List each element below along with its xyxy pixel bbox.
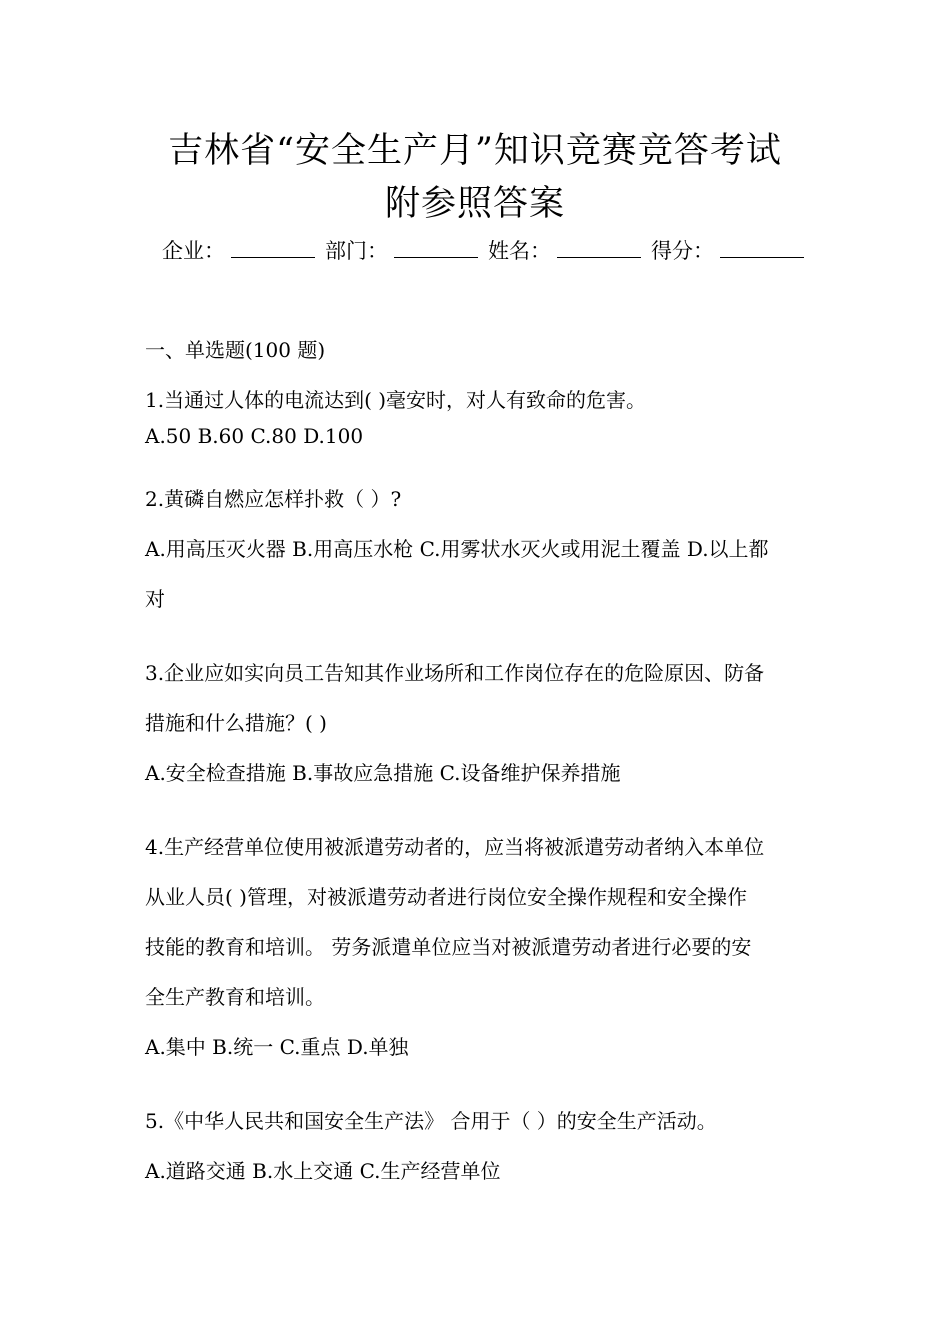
document-title-line-2: 附参照答案	[384, 184, 565, 224]
info-fields	[162, 236, 802, 266]
company-label: 企业：	[162, 239, 225, 263]
question-4-line-4: 全生产教育和培训。	[145, 985, 325, 1009]
question-3-line-2: 措施和什么措施？( )	[145, 711, 327, 735]
score-label: 得分：	[651, 239, 714, 263]
company-field	[162, 236, 315, 266]
name-label: 姓名：	[488, 239, 551, 263]
question-4-options-line-1: A.集中 B.统一 C.重点 D.单独	[145, 1035, 409, 1059]
question-2-options-line-2: 对	[145, 587, 165, 611]
section-heading: 一、单选题(100 题)	[145, 338, 326, 362]
question-2-line-1: 2.黄磷自燃应怎样扑救（ ）?	[145, 487, 402, 511]
question-3-options-line-1: A.安全检查措施 B.事故应急措施 C.设备维护保养措施	[145, 761, 621, 785]
department-field	[325, 236, 478, 266]
score-blank	[720, 237, 804, 258]
department-label: 部门：	[325, 239, 388, 263]
company-blank	[231, 237, 315, 258]
question-3-line-1: 3.企业应如实向员工告知其作业场所和工作岗位存在的危险原因、防备	[145, 661, 765, 685]
question-4-line-3: 技能的教育和培训。 劳务派遣单位应当对被派遣劳动者进行必要的安	[145, 935, 752, 959]
score-field	[651, 236, 804, 266]
question-1-line-1: 1.当通过人体的电流达到( )毫安时，对人有致命的危害。	[145, 388, 647, 412]
question-5-options-line-1: A.道路交通 B.水上交通 C.生产经营单位	[145, 1159, 501, 1183]
question-1-options-line-1: A.50 B.60 C.80 D.100	[145, 424, 364, 448]
question-2-options-line-1: A.用高压灭火器 B.用高压水枪 C.用雾状水灭火或用泥土覆盖 D.以上都	[145, 537, 769, 561]
department-blank	[394, 237, 478, 258]
name-blank	[557, 237, 641, 258]
document-title-line-1: 吉林省“安全生产月”知识竞赛竞答考试	[168, 131, 782, 171]
name-field	[488, 236, 641, 266]
question-4-line-2: 从业人员( )管理，对被派遣劳动者进行岗位安全操作规程和安全操作	[145, 885, 747, 909]
question-4-line-1: 4.生产经营单位使用被派遣劳动者的，应当将被派遣劳动者纳入本单位	[145, 835, 765, 859]
question-5-line-1: 5.《中华人民共和国安全生产法》 合用于（ ）的安全生产活动。	[145, 1109, 717, 1133]
